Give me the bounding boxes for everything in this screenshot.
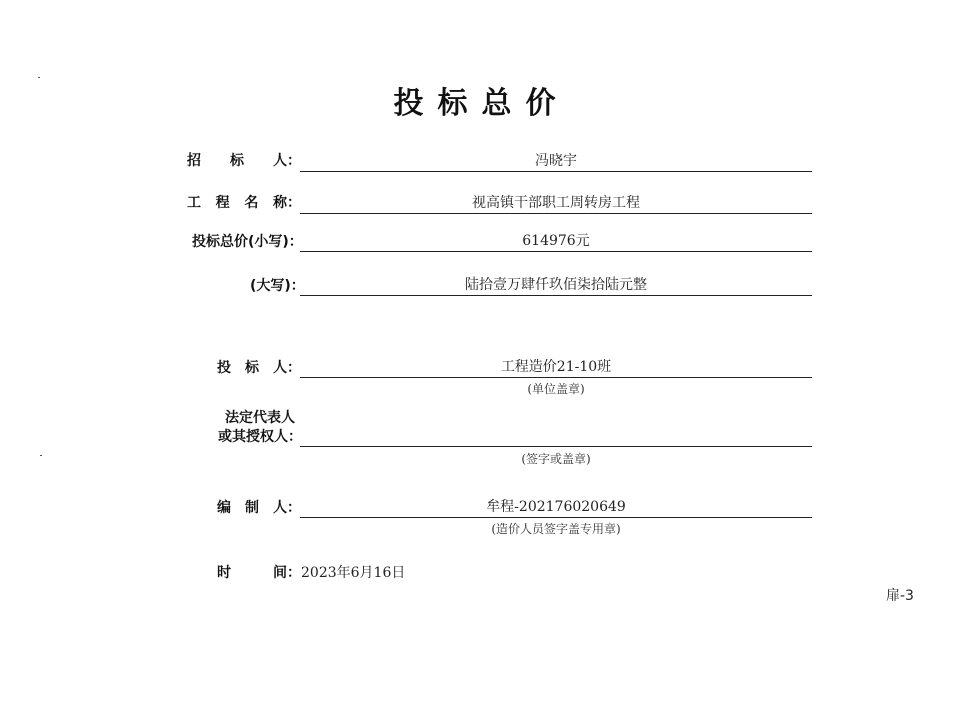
tenderer-field: [300, 151, 812, 172]
tenderer-colon: ：: [287, 153, 301, 169]
date-value: 2023年6月16日: [301, 565, 406, 581]
bidder-value: 工程造价21-10班: [500, 359, 612, 375]
compiler-value: 牟程-202176020649: [486, 499, 626, 515]
compiler-field: [300, 497, 812, 518]
compiler-colon: ：: [287, 500, 301, 516]
date-row: [217, 563, 405, 582]
total-price-upper-field: [300, 275, 812, 296]
total-price-lower-label: 投标总价(小写)：: [192, 234, 303, 250]
project-name-colon: ：: [287, 195, 301, 211]
total-price-lower-value: 614976元: [522, 233, 590, 249]
legal-rep-label-line1: 法定代表人: [225, 410, 295, 426]
tenderer-label: 招 标 人: [187, 153, 287, 169]
bidder-colon: ：: [287, 360, 301, 376]
total-price-lower-field: [300, 231, 812, 252]
bidder-field: [300, 357, 812, 378]
tenderer-value: 冯晓宇: [535, 153, 577, 169]
bidder-note: (单位盖章): [527, 382, 585, 396]
date-label: 时 间: [217, 565, 287, 581]
bidder-label: 投 标 人: [217, 360, 287, 376]
total-price-upper-label: (大写)：: [250, 278, 305, 294]
legal-rep-note: (签字或盖章): [521, 452, 591, 466]
scan-speck: [40, 455, 42, 456]
project-name-value: 视高镇干部职工周转房工程: [472, 195, 640, 211]
total-price-upper-value: 陆拾壹万肆仟玖佰柒拾陆元整: [465, 277, 647, 293]
legal-rep-label-line2: 或其授权人：: [218, 429, 302, 445]
compiler-label: 编 制 人: [217, 500, 287, 516]
project-name-field: [300, 193, 812, 214]
compiler-note: (造价人员签字盖专用章): [491, 522, 621, 536]
page-title: 投标总价: [393, 86, 570, 121]
project-name-label: 工 程 名 称: [187, 195, 287, 211]
page-code: 扉-3: [886, 588, 914, 604]
legal-rep-field: [300, 426, 812, 447]
date-colon: ：: [287, 565, 301, 581]
